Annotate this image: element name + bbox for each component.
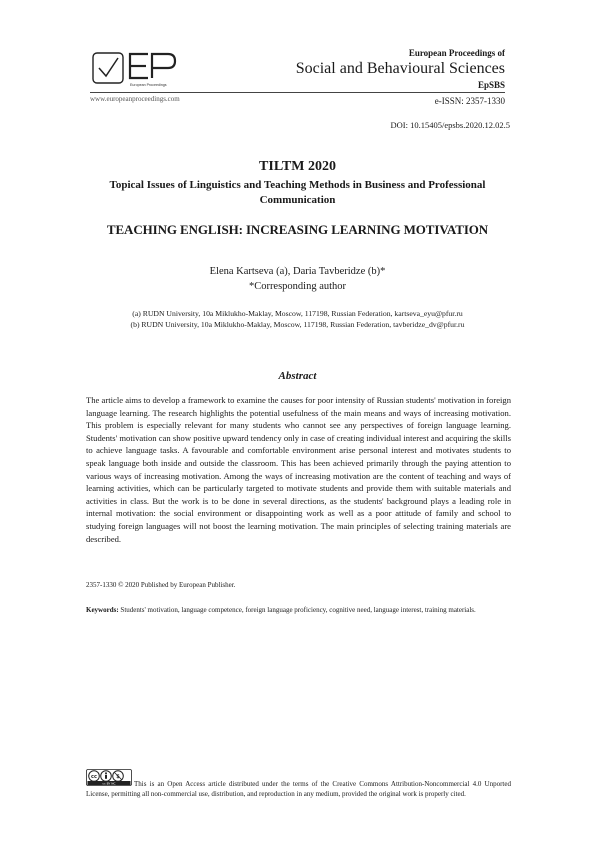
- affiliation-b: (b) RUDN University, 10a Miklukho-Maklay, Moscow, 117198, Russian Federation, tavberidze_dv@pfur.ru: [130, 320, 465, 329]
- conference-full-title: Topical Issues of Linguistics and Teaching Methods in Business and Professional Communication: [109, 179, 486, 206]
- abstract-heading: Abstract: [278, 370, 317, 382]
- keywords-label: Keywords:: [86, 606, 119, 614]
- website-link[interactable]: www.europeanproceedings.com: [90, 95, 180, 103]
- corresponding-author-note: *Corresponding author: [248, 281, 347, 292]
- svg-text:$: $: [116, 774, 120, 780]
- svg-text:cc: cc: [91, 774, 97, 780]
- publisher-logo: [90, 50, 178, 88]
- license-text: This is an Open Access article distributed under the terms of the Creative Commons Attribution-Noncommercial 4.0 Unported License, permitting all non-commercial use, distribution, and reproduction in any medium, provided the original work is properly cited.: [86, 780, 511, 799]
- issn: e-ISSN: 2357-1330: [434, 96, 505, 106]
- abstract-text: The article aims to develop a framework to examine the causes for poor intensity of Russian students' motivation in foreign language learning. The research highlights the potential usefulness of the main means and ways of increasing motivation. This problem is especially relevant for many students who cannot see any perspectives of foreign language learning. Students' motivation can show positive upward tendency only in case of creating individual interest and acquiring the skills to achieve language tasks. A favourable and comfortable environment arise personal interest and motivates students to speak language both inside and outside the classroom. This has been achieved primarily through the paying attention to various ways of increasing motivation. Among the ways of increasing motivation are the content of teaching and ways of learning activities, which can be particularly targeted to motivate students and provide them with suitable materials and activities in class. But the work is to be done in several directions, as the students' background plays a leading role in internal motivation: the social environment or disappointing work as well as a poor attitude of family and school to studying foreign languages will not boost the learning motivation. The main principles of selecting training materials are described.: [86, 395, 511, 544]
- conference-acronym: TILTM 2020: [259, 159, 336, 174]
- keywords: [86, 605, 511, 616]
- logo-text: European Proceedings: [130, 83, 167, 87]
- header-divider: [90, 92, 505, 93]
- copyright-notice: 2357-1330 © 2020 Published by European Publisher.: [86, 581, 236, 589]
- keywords-text: Students' motivation, language competence, foreign language proficiency, cognitive need, language interest, training materials.: [120, 606, 476, 614]
- paper-title: TEACHING ENGLISH: INCREASING LEARNING MOTIVATION: [106, 222, 489, 237]
- doi[interactable]: DOI: 10.15405/epsbs.2020.12.02.5: [390, 120, 510, 130]
- journal-abbreviation: EpSBS: [477, 80, 505, 90]
- authors: Elena Kartseva (a), Daria Tavberidze (b)*: [209, 266, 386, 277]
- journal-name-line2: Social and Behavioural Sciences: [295, 60, 505, 77]
- cc-badge-text: cc BY NC: [102, 781, 116, 786]
- affiliation-a: (a) RUDN University, 10a Miklukho-Maklay, Moscow, 117198, Russian Federation, kartseva_eyu@pfur.ru: [132, 309, 463, 318]
- journal-name-line1: European Proceedings of: [408, 48, 505, 58]
